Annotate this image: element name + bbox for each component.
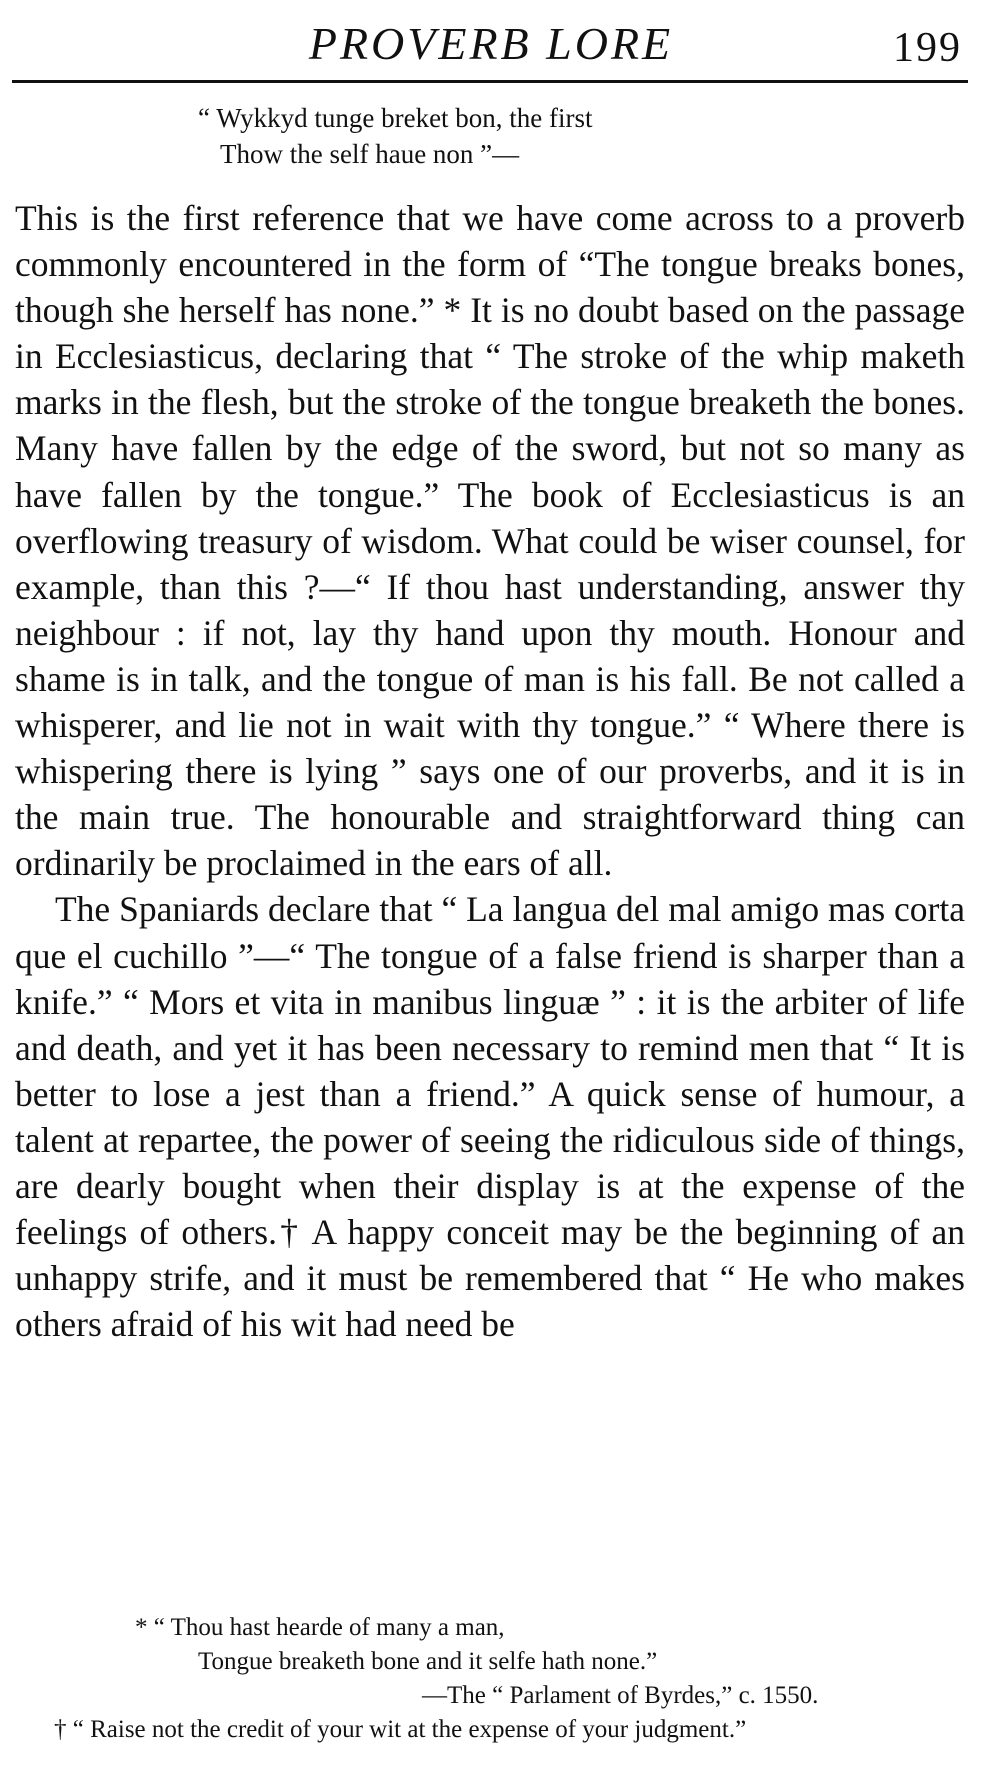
header-rule [12,80,968,83]
body-text [15,195,965,1347]
footnote-dagger: † “ Raise not the credit of your wit at the expense of your judgment.” [54,1716,747,1743]
footnote-star-line: * “ Thou hast hearde of many a man, [135,1614,505,1641]
paragraph: The Spaniards declare that “ La langua del mal amigo mas corta que el cuchillo ”—“ The tongue of a false friend is sharper than a knife.” “ Mors et vita in manibus linguæ ” : it is the arbiter of life and death, and yet it has been necessary to remind men that “ It is better to lose a jest than a friend.” A quick sense of humour, a talent at repartee, the power of seeing the ridiculous side of things, are dearly bought when their display is at the expense of the feelings of others.† A happy conceit may be the beginning of an unhappy strife, and it must be remembered that “ He who makes others afraid of his wit had need be [15,889,965,1345]
page-header [14,8,968,80]
footnote-star-line: Tongue breaketh bone and it selfe hath none.” [198,1648,658,1675]
footnotes [40,1611,970,1747]
epigraph-line: “ Wykkyd tunge breket bon, the first [198,103,593,133]
paragraph: This is the first reference that we have come across to a proverb commonly encountered in the form of “The tongue breaks bones, though she herself has none.” * It is no doubt based on the passage in Ecclesiasticus, declaring that “ The stroke of the whip maketh marks in the flesh, but the stroke of the tongue breaketh the bones. Many have fallen by the edge of the sword, but not so many as have fallen by the tongue.” The book of Ecclesiasticus is an overflowing treasury of wisdom. What could be wiser counsel, for example, than this ?—“ If thou hast understanding, answer thy neighbour : if not, lay thy hand upon thy mouth. Honour and shame is in talk, and the tongue of man is his fall. Be not called a whisperer, and lie not in wait with thy tongue.” “ Where there is whispering there is lying ” says one of our proverbs, and it is in the main true. The honourable and straightforward thing can ordinarily be proclaimed in the ears of all. [15,198,965,884]
epigraph-quote [190,100,593,172]
footnote-source: —The “ Parlament of Byrdes,” c. 1550. [422,1682,819,1709]
page-number: 199 [893,25,962,71]
epigraph-line: Thow the self haue non ”— [220,139,520,169]
running-title: PROVERB LORE [308,18,674,69]
